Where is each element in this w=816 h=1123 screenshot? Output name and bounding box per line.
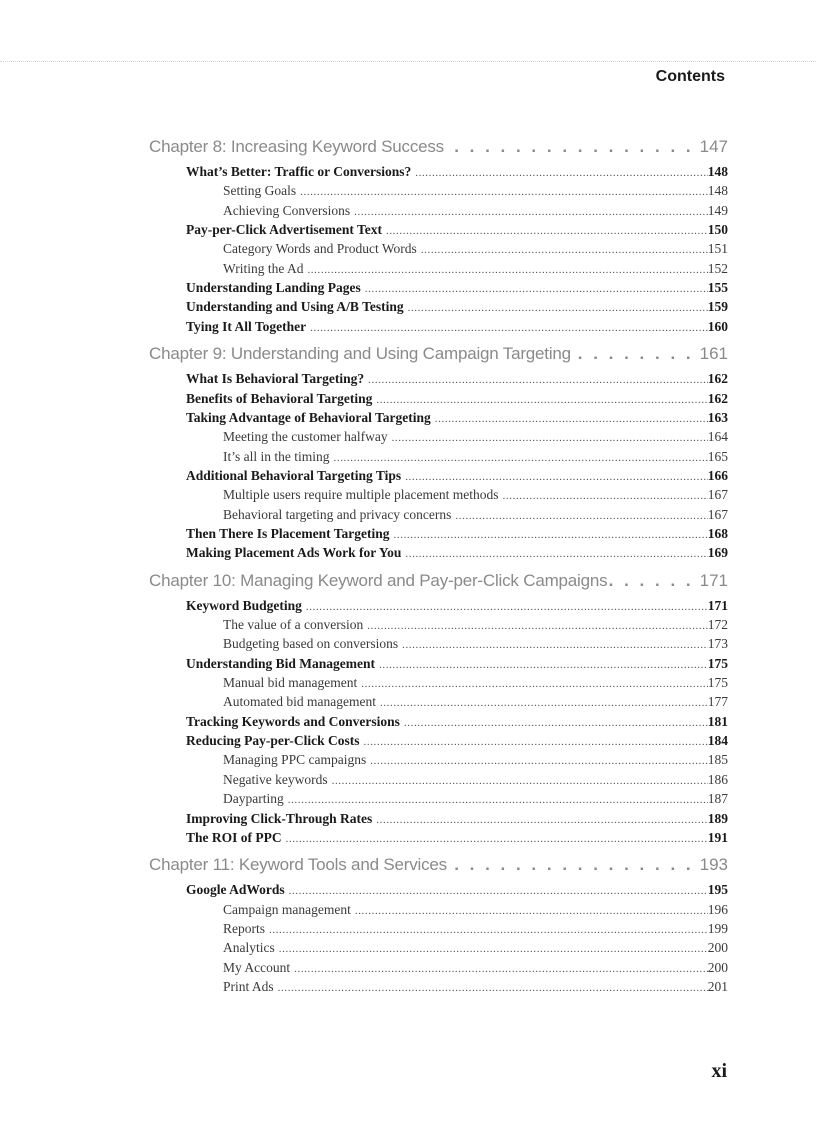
toc-entry-page: 148 (707, 183, 728, 198)
toc-subsection-entry (223, 449, 728, 468)
toc-entry-title: Category Words and Product Words (223, 241, 417, 256)
toc-entry-page: 185 (707, 752, 728, 767)
toc-subsection-entry (223, 921, 728, 940)
toc-entry-title: The value of a conversion (223, 617, 364, 632)
toc-entry-title: Taking Advantage of Behavioral Targeting (186, 410, 431, 425)
toc-entry-title: Reducing Pay-per-Click Costs (186, 733, 360, 748)
toc-entry-title: Negative keywords (223, 772, 328, 787)
toc-section-entry (186, 468, 728, 487)
toc-subsection-entry (223, 487, 728, 506)
toc-dot-leader (431, 413, 708, 425)
toc-dot-leader (390, 529, 708, 541)
toc-entry-page: 201 (707, 979, 728, 994)
toc-section-entry (186, 882, 728, 901)
toc-section-entry (186, 545, 728, 564)
toc-entry-title: It’s all in the timing (223, 449, 330, 464)
toc-dot-leader (364, 374, 708, 386)
toc-entry-page: 173 (707, 636, 728, 651)
toc-subsection-entry (223, 902, 728, 921)
toc-entry-title: Making Placement Ads Work for You (186, 545, 402, 560)
toc-dot-leader (290, 963, 708, 975)
toc-section-entry (186, 526, 728, 545)
toc-subsection-entry (223, 694, 728, 713)
toc-section-entry (186, 371, 728, 390)
toc-subsection-entry (223, 960, 728, 979)
toc-entry-title: Achieving Conversions (223, 203, 351, 218)
toc-entry-title: Campaign management (223, 902, 351, 917)
toc-dot-leader (360, 736, 708, 748)
toc-entry-title: Analytics (223, 940, 275, 955)
toc-dot-leader (265, 924, 708, 936)
toc-entry-title: Google AdWords (186, 882, 285, 897)
toc-dot-leader (372, 814, 707, 826)
toc-dot-leader (361, 283, 708, 295)
toc-entry-title: Additional Behavioral Targeting Tips (186, 468, 402, 483)
toc-entry-page: 162 (707, 371, 728, 386)
toc-subsection-entry (223, 940, 728, 959)
toc-dot-leader (282, 833, 708, 845)
toc-dot-leader (411, 167, 708, 179)
toc-section-entry (186, 319, 728, 338)
toc-section-entry (186, 714, 728, 733)
toc-entry-title: Pay-per-Click Advertisement Text (186, 222, 382, 237)
toc-entry-page: 151 (707, 241, 728, 256)
toc-entry-page: 163 (707, 410, 728, 425)
toc-entry-page: 177 (707, 694, 728, 709)
toc-dot-leader (499, 490, 708, 502)
toc-section-entry (186, 410, 728, 429)
toc-subsection-entry (223, 241, 728, 260)
toc-entry-title: Understanding Bid Management (186, 656, 376, 671)
running-head: Contents (655, 68, 725, 85)
toc-entry-page: 169 (707, 545, 728, 560)
toc-entry-title: Understanding and Using A/B Testing (186, 299, 404, 314)
toc-entry-page: 166 (707, 468, 728, 483)
toc-subsection-entry (223, 203, 728, 222)
toc-dot-leader (401, 548, 707, 560)
toc-section-entry (186, 830, 728, 849)
toc-subsection-entry (223, 429, 728, 448)
toc-entry-page: 161 (699, 344, 728, 363)
toc-entry-page: 175 (707, 675, 728, 690)
toc-entry-page: 159 (707, 299, 728, 314)
toc-dot-leader (275, 943, 708, 955)
toc-dot-leader (444, 137, 694, 157)
toc-entry-title: Benefits of Behavioral Targeting (186, 391, 373, 406)
toc-dot-leader (357, 678, 708, 690)
toc-subsection-entry (223, 752, 728, 771)
toc-entry-page: 187 (707, 791, 728, 806)
toc-entry-title: Managing PPC campaigns (223, 752, 367, 767)
toc-dot-leader (607, 571, 693, 591)
toc-section-entry (186, 280, 728, 299)
toc-entry-page: 186 (707, 772, 728, 787)
toc-dot-leader (447, 855, 694, 875)
toc-entry-title: Chapter 9: Understanding and Using Campaign Targeting (149, 344, 571, 363)
toc-entry-page: 189 (707, 811, 728, 826)
toc-section-entry (186, 733, 728, 752)
toc-entry-page: 195 (707, 882, 728, 897)
toc-entry-title: The ROI of PPC (186, 830, 282, 845)
toc-entry-title: Improving Click-Through Rates (186, 811, 373, 826)
toc-entry-title: Manual bid management (223, 675, 358, 690)
toc-dot-leader (303, 264, 707, 276)
toc-entry-title: Chapter 10: Managing Keyword and Pay-per-Click Campaigns (149, 571, 608, 590)
toc-entry-page: 155 (707, 280, 728, 295)
toc-entry-title: Keyword Budgeting (186, 598, 302, 613)
toc-dot-leader (417, 244, 708, 256)
toc-subsection-entry (223, 791, 728, 810)
toc-dot-leader (404, 302, 708, 314)
toc-entry-title: Setting Goals (223, 183, 297, 198)
toc-subsection-entry (223, 636, 728, 655)
toc-entry-title: My Account (223, 960, 291, 975)
toc-dot-leader (382, 225, 708, 237)
toc-entry-page: 171 (699, 571, 728, 590)
toc-dot-leader (401, 471, 708, 483)
toc-entry-page: 147 (699, 137, 728, 156)
toc-entry-page: 200 (707, 940, 728, 955)
toc-entry-title: Meeting the customer halfway (223, 429, 388, 444)
toc-entry-page: 168 (707, 526, 728, 541)
toc-dot-leader (376, 697, 708, 709)
toc-entry-title: Chapter 11: Keyword Tools and Services (149, 855, 447, 874)
toc-section-entry (186, 299, 728, 318)
toc-dot-leader (451, 510, 707, 522)
toc-entry-page: 150 (707, 222, 728, 237)
toc-entry-title: Chapter 8: Increasing Keyword Success (149, 137, 444, 156)
toc-entry-page: 160 (707, 319, 728, 334)
toc-dot-leader (398, 639, 708, 651)
toc-dot-leader (328, 775, 708, 787)
toc-entry-page: 165 (707, 449, 728, 464)
toc-section-entry (186, 164, 728, 183)
toc-dot-leader (330, 452, 708, 464)
toc-entry-page: 184 (707, 733, 728, 748)
toc-entry-page: 149 (707, 203, 728, 218)
toc-dot-leader (388, 432, 708, 444)
top-dotted-rule (0, 61, 816, 62)
toc-dot-leader (372, 394, 707, 406)
toc-entry-title: Print Ads (223, 979, 274, 994)
toc-entry-page: 172 (707, 617, 728, 632)
toc-entry-title: Then There Is Placement Targeting (186, 526, 390, 541)
toc-entry-page: 152 (707, 261, 728, 276)
toc-entry-page: 199 (707, 921, 728, 936)
toc-entry-page: 175 (707, 656, 728, 671)
toc-chapter-entry (149, 344, 728, 368)
toc-entry-title: Reports (223, 921, 265, 936)
toc-chapter-entry (149, 137, 728, 161)
toc-dot-leader (284, 794, 708, 806)
toc-entry-title: What’s Better: Traffic or Conversions? (186, 164, 412, 179)
toc-section-entry (186, 811, 728, 830)
toc-entry-title: Budgeting based on conversions (223, 636, 399, 651)
toc-dot-leader (306, 322, 708, 334)
toc-entry-page: 171 (707, 598, 728, 613)
toc-entry-title: What Is Behavioral Targeting? (186, 371, 365, 386)
toc-subsection-entry (223, 675, 728, 694)
toc-entry-page: 162 (707, 391, 728, 406)
toc-section-entry (186, 222, 728, 241)
toc-subsection-entry (223, 507, 728, 526)
toc-entry-page: 193 (699, 855, 728, 874)
toc-entry-title: Multiple users require multiple placement methods (223, 487, 499, 502)
toc-entry-page: 164 (707, 429, 728, 444)
toc-subsection-entry (223, 261, 728, 280)
toc-dot-leader (571, 344, 694, 364)
toc-entry-page: 181 (707, 714, 728, 729)
toc-entry-page: 200 (707, 960, 728, 975)
toc-chapter-entry (149, 855, 728, 879)
toc-entry-page: 148 (707, 164, 728, 179)
toc-entry-title: Tracking Keywords and Conversions (186, 714, 400, 729)
toc-dot-leader (296, 186, 708, 198)
toc-dot-leader (274, 982, 708, 994)
toc-subsection-entry (223, 979, 728, 998)
toc-dot-leader (366, 755, 708, 767)
toc-entry-title: Tying It All Together (186, 319, 307, 334)
toc-section-entry (186, 391, 728, 410)
toc-entry-title: Understanding Landing Pages (186, 280, 361, 295)
toc-entry-title: Behavioral targeting and privacy concerns (223, 507, 452, 522)
toc-dot-leader (285, 885, 708, 897)
toc-dot-leader (351, 905, 708, 917)
toc-section-entry (186, 656, 728, 675)
toc-dot-leader (375, 659, 708, 671)
toc-dot-leader (363, 620, 708, 632)
toc-entry-page: 196 (707, 902, 728, 917)
toc-dot-leader (400, 717, 708, 729)
toc-subsection-entry (223, 617, 728, 636)
toc-dot-leader (350, 206, 708, 218)
toc-entry-page: 167 (707, 507, 728, 522)
toc-dot-leader (302, 601, 708, 613)
toc-section-entry (186, 598, 728, 617)
toc-chapter-entry (149, 571, 728, 595)
toc-entry-title: Automated bid management (223, 694, 376, 709)
toc-entry-title: Writing the Ad (223, 261, 304, 276)
toc-subsection-entry (223, 772, 728, 791)
page-folio: xi (711, 1060, 727, 1082)
toc-entry-page: 167 (707, 487, 728, 502)
toc-subsection-entry (223, 183, 728, 202)
toc-entry-title: Dayparting (223, 791, 284, 806)
toc-entry-page: 191 (707, 830, 728, 845)
